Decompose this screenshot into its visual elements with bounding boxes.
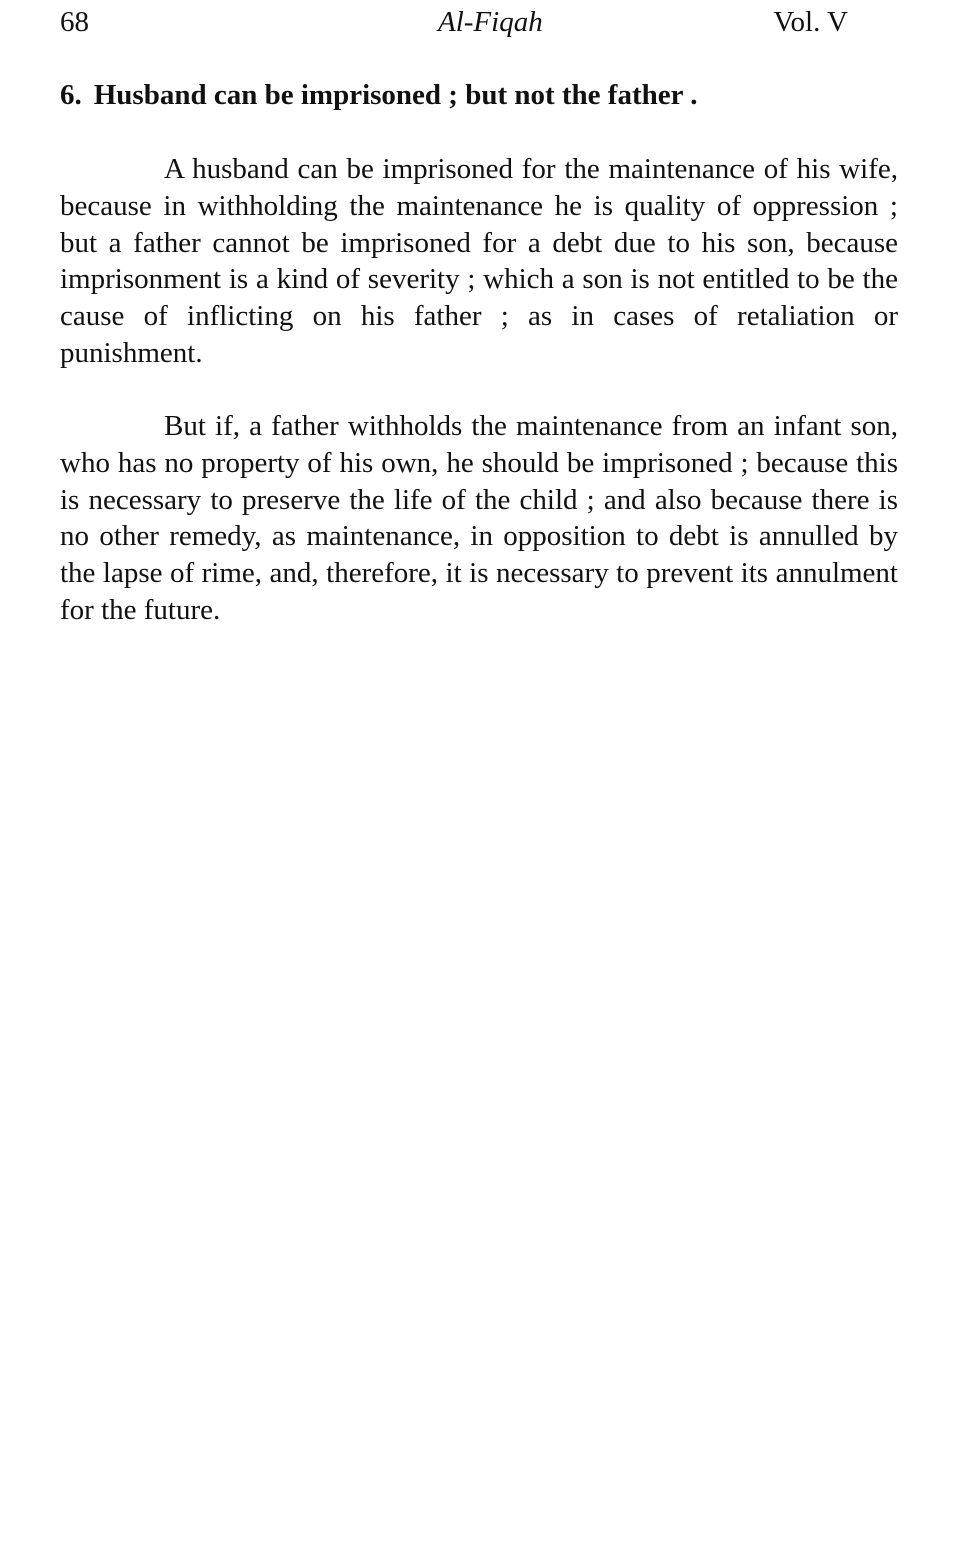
paragraph: But if, a father withholds the maintenance from an infant son, who has no property of his own, he should be imprisoned ; because this is necessary to preserve the life of the child ; and also because there is no other remedy, as maintenance, in opposition to debt is annulled by the lapse of rime, and, therefore, it is necessary to prevent its annulment for the future. (60, 410, 898, 626)
section-number: 6. (60, 79, 82, 111)
volume-label: Vol. V (773, 6, 848, 38)
section-title: Husband can be imprisoned ; but not the father . (93, 79, 698, 111)
section-heading (60, 76, 900, 114)
running-header (60, 4, 848, 40)
book-title: Al-Fiqah (438, 6, 543, 38)
page-number: 68 (60, 6, 89, 38)
paragraph: A husband can be imprisoned for the maintenance of his wife, because in withholding the maintenance he is quality of oppression ; but a father cannot be imprisoned for a debt due to his son, because imprisonment is a kind of severity ; which a son is not entitled to be the cause of inflicting on his father ; as in cases of retaliation or punishment. (60, 153, 898, 369)
